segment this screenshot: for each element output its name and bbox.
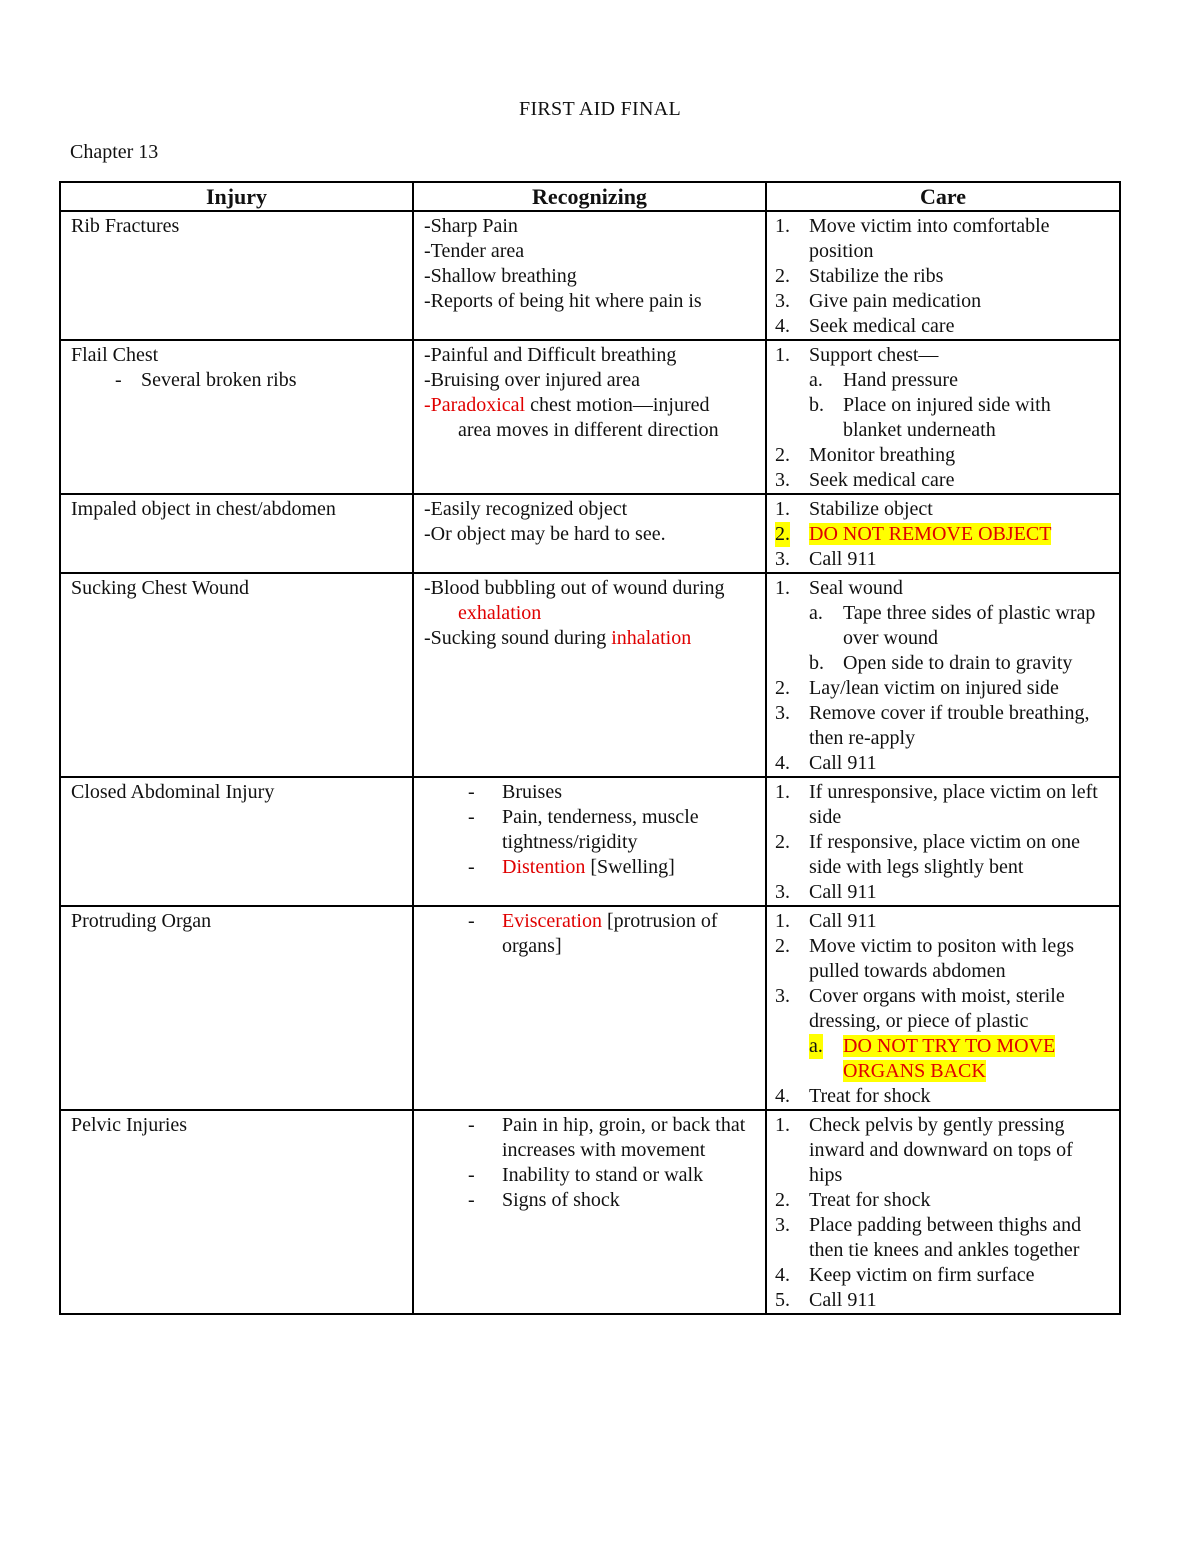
- care-step: 3. Seek medical care: [775, 469, 955, 491]
- recognizing-list: [424, 1113, 757, 1213]
- care-sub-list: [809, 1034, 1111, 1084]
- care-step: 1. Support chest— a. Hand pressure b. Place on injured side with blanket underneath: [775, 343, 1111, 443]
- key-term: Evisceration: [502, 910, 602, 932]
- care-list: [775, 497, 1111, 572]
- injury-name: Rib Fractures: [71, 215, 180, 237]
- care-list: [775, 780, 1111, 905]
- recognizing-cell: [413, 906, 766, 1110]
- table-row: [60, 1110, 1120, 1314]
- table-row: [60, 211, 1120, 340]
- injury-cell: [60, 211, 413, 340]
- care-step: 3. Call 911: [775, 548, 877, 570]
- care-step: 1. Call 911: [775, 910, 877, 932]
- care-cell: [766, 573, 1120, 777]
- recognizing-item: -Sharp Pain: [424, 215, 518, 237]
- recognizing-cell: [413, 1110, 766, 1314]
- care-sub-step: a. Tape three sides of plastic wrap over wound: [809, 602, 1096, 649]
- care-cell: [766, 340, 1120, 494]
- injury-sub-item: - Several broken ribs: [71, 368, 404, 393]
- key-term: exhalation: [458, 602, 542, 624]
- care-step: 3. Give pain medication: [775, 290, 982, 312]
- header-care: Care: [766, 182, 1120, 211]
- care-step: 4. Seek medical care: [775, 315, 955, 337]
- care-list: [775, 214, 1111, 339]
- recognizing-cell: [413, 573, 766, 777]
- header-recognizing: Recognizing: [413, 182, 766, 211]
- care-step: 5. Call 911: [775, 1289, 877, 1311]
- care-step: 4. Keep victim on firm surface: [775, 1264, 1035, 1286]
- care-sub-step-warning: a. DO NOT TRY TO MOVE ORGANS BACK: [809, 1035, 1056, 1082]
- recognizing-item: -Blood bubbling out of wound during: [424, 577, 725, 599]
- care-step: 1. Check pelvis by gently pressing inward and downward on tops of hips: [775, 1114, 1073, 1186]
- care-cell: [766, 906, 1120, 1110]
- injury-name: Protruding Organ: [71, 910, 212, 932]
- care-sub-step: b. Open side to drain to gravity: [809, 652, 1073, 674]
- care-step: 3. Call 911: [775, 881, 877, 903]
- recognizing-item: - Inability to stand or walk: [424, 1163, 757, 1188]
- recognizing-item: -Bruising over injured area: [424, 369, 641, 391]
- care-cell: [766, 211, 1120, 340]
- injury-sub-list: [71, 368, 404, 393]
- table-row: [60, 777, 1120, 906]
- care-step: 2. Move victim to positon with legs pulled towards abdomen: [775, 935, 1074, 982]
- care-step: 4. Call 911: [775, 752, 877, 774]
- chapter-heading: Chapter 13: [70, 141, 159, 163]
- care-cell: [766, 1110, 1120, 1314]
- care-cell: [766, 777, 1120, 906]
- recognizing-item: - Distention [Swelling]: [424, 855, 757, 880]
- header-injury: Injury: [60, 182, 413, 211]
- care-step: 3. Remove cover if trouble breathing, then re-apply: [775, 702, 1090, 749]
- care-step: 1. Stabilize object: [775, 498, 933, 520]
- table-row: [60, 340, 1120, 494]
- care-step: 4. Treat for shock: [775, 1085, 931, 1107]
- injury-name: Impaled object in chest/abdomen: [71, 498, 336, 520]
- recognizing-item: - Evisceration [protrusion of organs]: [424, 909, 757, 959]
- recognizing-item: - Pain in hip, groin, or back that increases with movement: [424, 1113, 757, 1163]
- key-term: Distention: [502, 856, 586, 878]
- recognizing-item: -Easily recognized object: [424, 498, 628, 520]
- recognizing-cell: [413, 777, 766, 906]
- care-list: [775, 1113, 1111, 1313]
- care-step: 2. Lay/lean victim on injured side: [775, 677, 1059, 699]
- care-step-warning: 2. DO NOT REMOVE OBJECT: [775, 523, 1052, 545]
- recognizing-item: -Sucking sound during inhalation: [424, 627, 692, 649]
- recognizing-item: - Bruises: [424, 780, 757, 805]
- table-row: [60, 494, 1120, 573]
- care-list: [775, 576, 1111, 776]
- care-sub-step: a. Hand pressure: [809, 369, 958, 391]
- injury-table: [59, 181, 1121, 1315]
- care-cell: [766, 494, 1120, 573]
- key-term: inhalation: [611, 627, 692, 649]
- care-sub-step: b. Place on injured side with blanket underneath: [809, 394, 1051, 441]
- care-step: 1. Move victim into comfortable position: [775, 215, 1050, 262]
- recognizing-list: [424, 909, 757, 959]
- care-step: 3. Cover organs with moist, sterile dressing, or piece of plastic a. DO NOT TRY TO MOVE ORGANS BACK: [775, 984, 1111, 1084]
- care-step: 2. Stabilize the ribs: [775, 265, 944, 287]
- care-step: 2. Treat for shock: [775, 1189, 931, 1211]
- recognizing-item: -Or object may be hard to see.: [424, 523, 666, 545]
- recognizing-item-continuation: area moves in different direction: [458, 419, 719, 441]
- injury-cell: [60, 1110, 413, 1314]
- key-term: Paradoxical: [430, 394, 526, 416]
- recognizing-item: -Shallow breathing: [424, 265, 577, 287]
- table-row: [60, 906, 1120, 1110]
- recognizing-item: -Painful and Difficult breathing: [424, 344, 677, 366]
- injury-name: Closed Abdominal Injury: [71, 781, 275, 803]
- recognizing-cell: [413, 494, 766, 573]
- recognizing-cell: [413, 340, 766, 494]
- care-step: 2. Monitor breathing: [775, 444, 956, 466]
- recognizing-list: [424, 780, 757, 880]
- table-header-row: [60, 182, 1120, 211]
- recognizing-item: - Signs of shock: [424, 1188, 757, 1213]
- injury-cell: [60, 573, 413, 777]
- injury-name: Sucking Chest Wound: [71, 577, 250, 599]
- care-step: 1. If unresponsive, place victim on left side: [775, 781, 1098, 828]
- recognizing-item: -Paradoxical chest motion—injured: [424, 394, 710, 416]
- care-step: 2. If responsive, place victim on one side with legs slightly bent: [775, 831, 1081, 878]
- care-step: 3. Place padding between thighs and then tie knees and ankles together: [775, 1214, 1082, 1261]
- injury-cell: [60, 777, 413, 906]
- care-sub-list: [809, 601, 1111, 676]
- injury-name: Flail Chest: [71, 344, 159, 366]
- injury-cell: [60, 906, 413, 1110]
- care-sub-list: [809, 368, 1111, 443]
- injury-cell: [60, 494, 413, 573]
- recognizing-item: -Reports of being hit where pain is: [424, 290, 702, 312]
- injury-name: Pelvic Injuries: [71, 1114, 188, 1136]
- care-list: [775, 909, 1111, 1109]
- recognizing-item: -Tender area: [424, 240, 525, 262]
- recognizing-item: - Pain, tenderness, muscle tightness/rigidity: [424, 805, 757, 855]
- care-step: 1. Seal wound a. Tape three sides of plastic wrap over wound b. Open side to drain to gravity: [775, 576, 1111, 676]
- care-list: [775, 343, 1111, 493]
- injury-cell: [60, 340, 413, 494]
- recognizing-cell: [413, 211, 766, 340]
- table-row: [60, 573, 1120, 777]
- document-title: FIRST AID FINAL: [519, 98, 681, 120]
